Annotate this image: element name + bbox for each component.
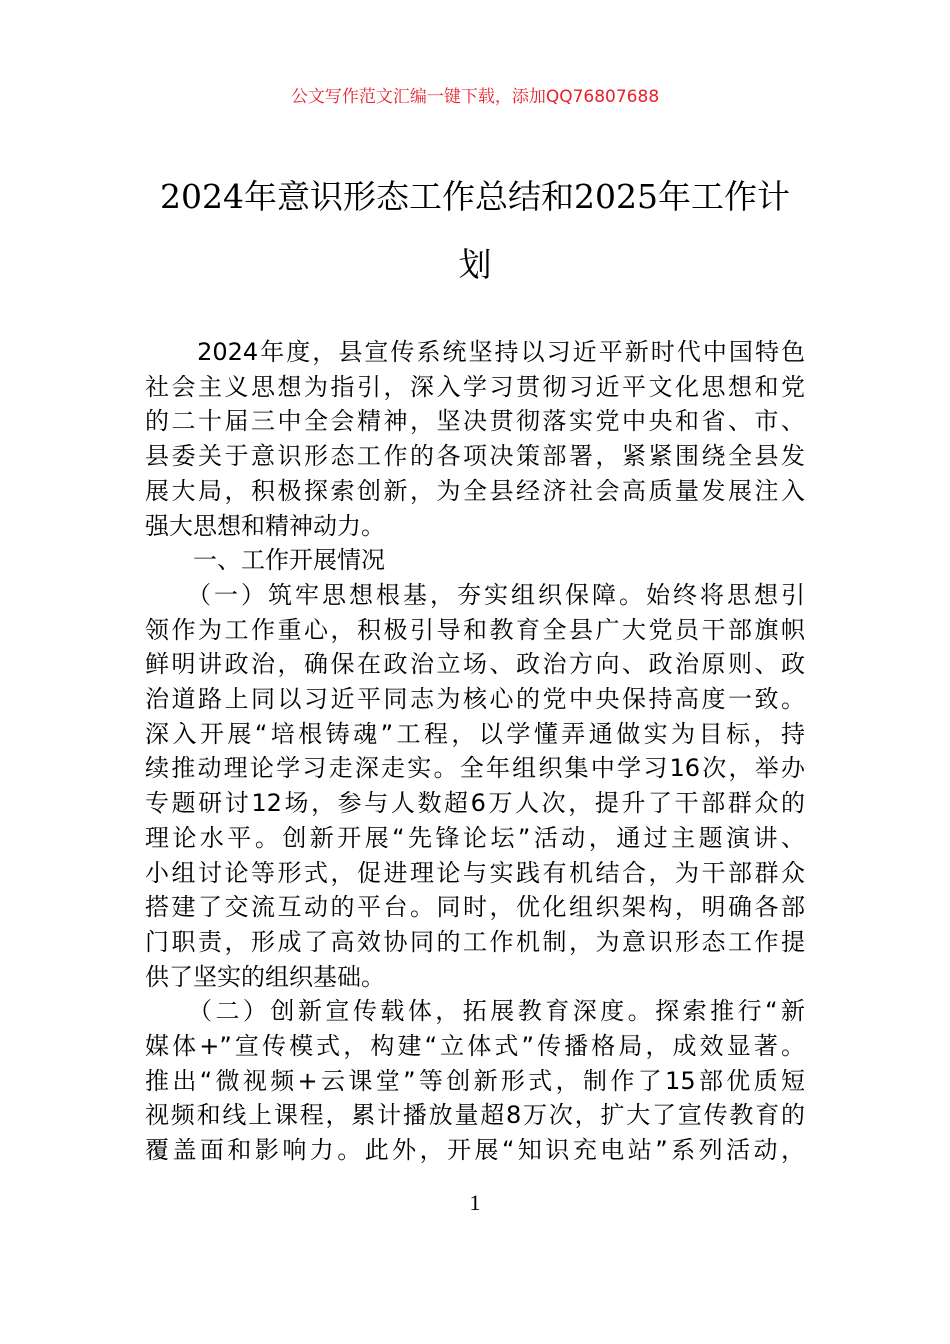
body-text-line: 的二十届三中全会精神，坚决贯彻落实党中央和省、市、: [145, 407, 805, 436]
document-title-line-1: 2024年意识形态工作总结和2025年工作计: [160, 177, 790, 216]
body-text-line: 门职责，形成了高效协同的工作机制，为意识形态工作提: [145, 927, 805, 956]
body-text-line: （一）筑牢思想根基，夯实组织保障。始终将思想引: [145, 580, 805, 609]
body-text-line: 专题研讨12场，参与人数超6万人次，提升了干部群众的: [145, 789, 805, 818]
body-text-line: 覆盖面和影响力。此外，开展“知识充电站”系列活动，: [145, 1136, 805, 1165]
page-number: 1: [469, 1190, 481, 1215]
body-text-line: 县委关于意识形态工作的各项决策部署，紧紧围绕全县发: [145, 442, 805, 471]
body-text-line: 媒体+”宣传模式，构建“立体式”传播格局，成效显著。: [145, 1032, 805, 1060]
document-title-line-2: 划: [458, 245, 492, 284]
body-text-line: 强大思想和精神动力。: [145, 511, 385, 540]
body-text-line: 推出“微视频+云课堂”等创新形式，制作了15部优质短: [145, 1066, 805, 1095]
body-text-line: 搭建了交流互动的平台。同时，优化组织架构，明确各部: [145, 893, 805, 922]
body-text-line: 鲜明讲政治，确保在政治立场、政治方向、政治原则、政: [145, 650, 805, 679]
body-text-line: 领作为工作重心，积极引导和教育全县广大党员干部旗帜: [145, 615, 805, 644]
body-text-line: 供了坚实的组织基础。: [145, 962, 385, 991]
body-text-line: 治道路上同以习近平同志为核心的党中央保持高度一致。: [145, 685, 805, 713]
body-text-line: 2024年度，县宣传系统坚持以习近平新时代中国特色: [145, 338, 805, 366]
body-text-line: 社会主义思想为指引，深入学习贯彻习近平文化思想和党: [145, 372, 805, 401]
body-text-line: 一、工作开展情况: [145, 546, 385, 575]
body-text-line: 理论水平。创新开展“先锋论坛”活动，通过主题演讲、: [145, 823, 805, 852]
promo-header: 公文写作范文汇编一键下载，添加QQ76807688: [290, 87, 660, 107]
body-text-line: 续推动理论学习走深走实。全年组织集中学习16次，举办: [145, 754, 805, 783]
body-text-line: 深入开展“培根铸魂”工程，以学懂弄通做实为目标，持: [145, 719, 805, 748]
body-text-line: 展大局，积极探索创新，为全县经济社会高质量发展注入: [145, 476, 805, 505]
body-text-line: 小组讨论等形式，促进理论与实践有机结合，为干部群众: [145, 858, 805, 887]
body-text-line: （二）创新宣传载体，拓展教育深度。探索推行“新: [145, 997, 805, 1026]
body-text-line: 视频和线上课程，累计播放量超8万次，扩大了宣传教育的: [145, 1101, 805, 1130]
